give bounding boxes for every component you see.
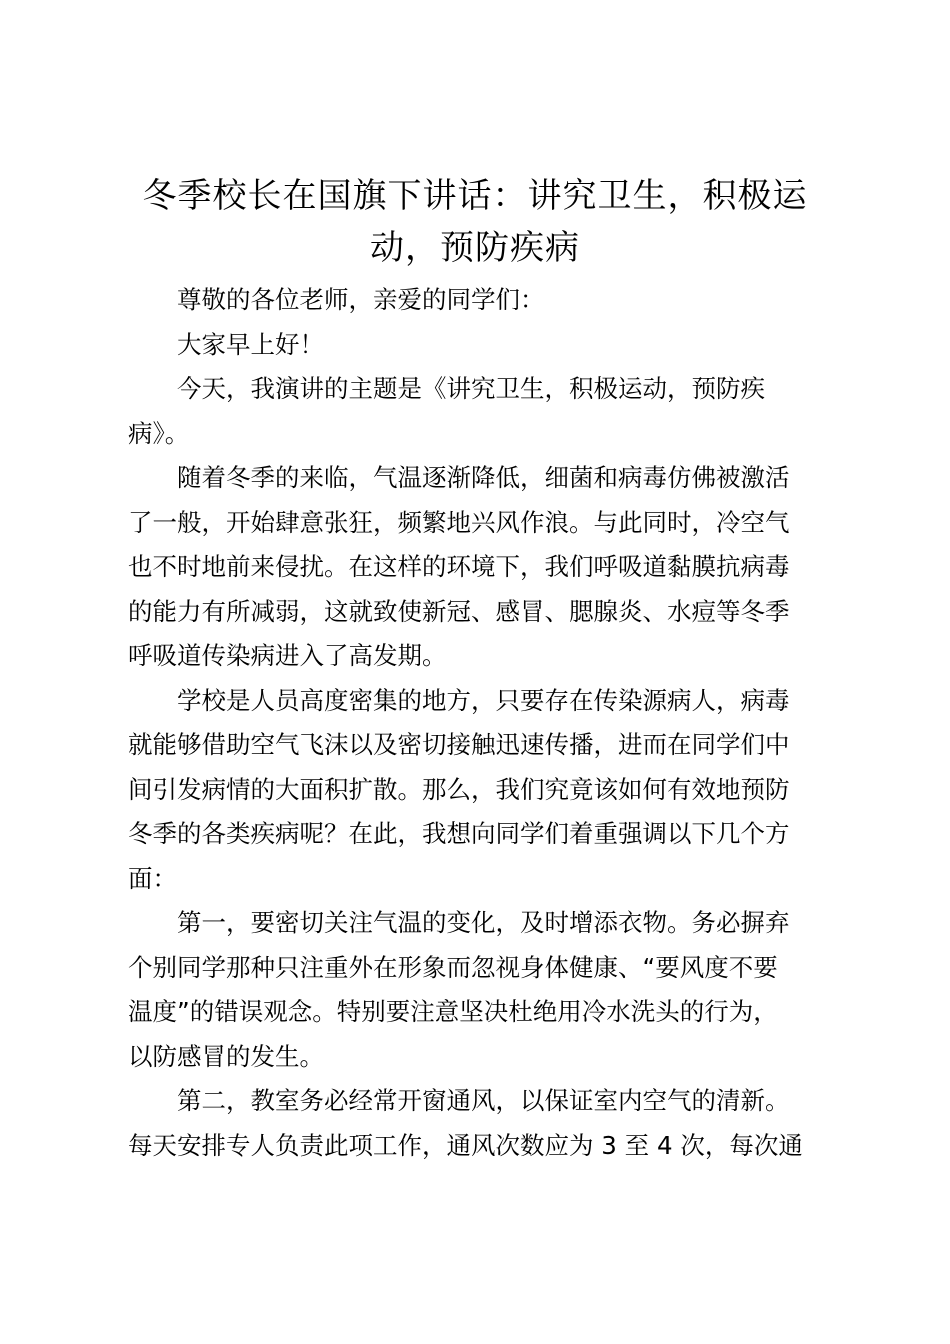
document-body	[128, 278, 840, 1168]
body-paragraph: 第一，要密切关注气温的变化，及时增添衣物。务必摒弃 个别同学那种只注重外在形象而忽视身体健康、“要风度不要 温度”的错误观念。特别要注意坚决杜绝用冷水洗头的行为， 以防感冒的发生。	[128, 908, 790, 1071]
body-paragraph: 学校是人员高度密集的地方，只要存在传染源病人，病毒 就能够借助空气飞沫以及密切接触迅速传播，进而在同学们中 间引发病情的大面积扩散。那么，我们究竟该如何有效地预防 冬季的各类疾病呢？在此，我想向同学们着重强调以下几个方 面：	[128, 685, 790, 893]
document-title: 冬季校长在国旗下讲话：讲究卫生，积极运动，预防疾病	[142, 176, 808, 268]
salutation-paragraph: 大家早上好！	[177, 329, 324, 359]
body-paragraph: 随着冬季的来临，气温逐渐降低，细菌和病毒仿佛被激活 了一般，开始肆意张狂，频繁地兴风作浪。与此同时，冷空气 也不时地前来侵扰。在这样的环境下，我们呼吸道黏膜抗病毒 的能力有所减弱，这就致使新冠、感冒、腮腺炎、水痘等冬季 呼吸道传染病进入了高发期。	[128, 463, 790, 670]
topic-paragraph: 今天，我演讲的主题是《讲究卫生，积极运动，预防疾 病》。	[128, 374, 765, 448]
greeting-paragraph: 尊敬的各位老师，亲爱的同学们：	[177, 285, 545, 314]
body-paragraph: 第二，教室务必经常开窗通风，以保证室内空气的清新。 每天安排专人负责此项工作，通风次数应为 3 至 4 次，每次通	[128, 1086, 803, 1160]
